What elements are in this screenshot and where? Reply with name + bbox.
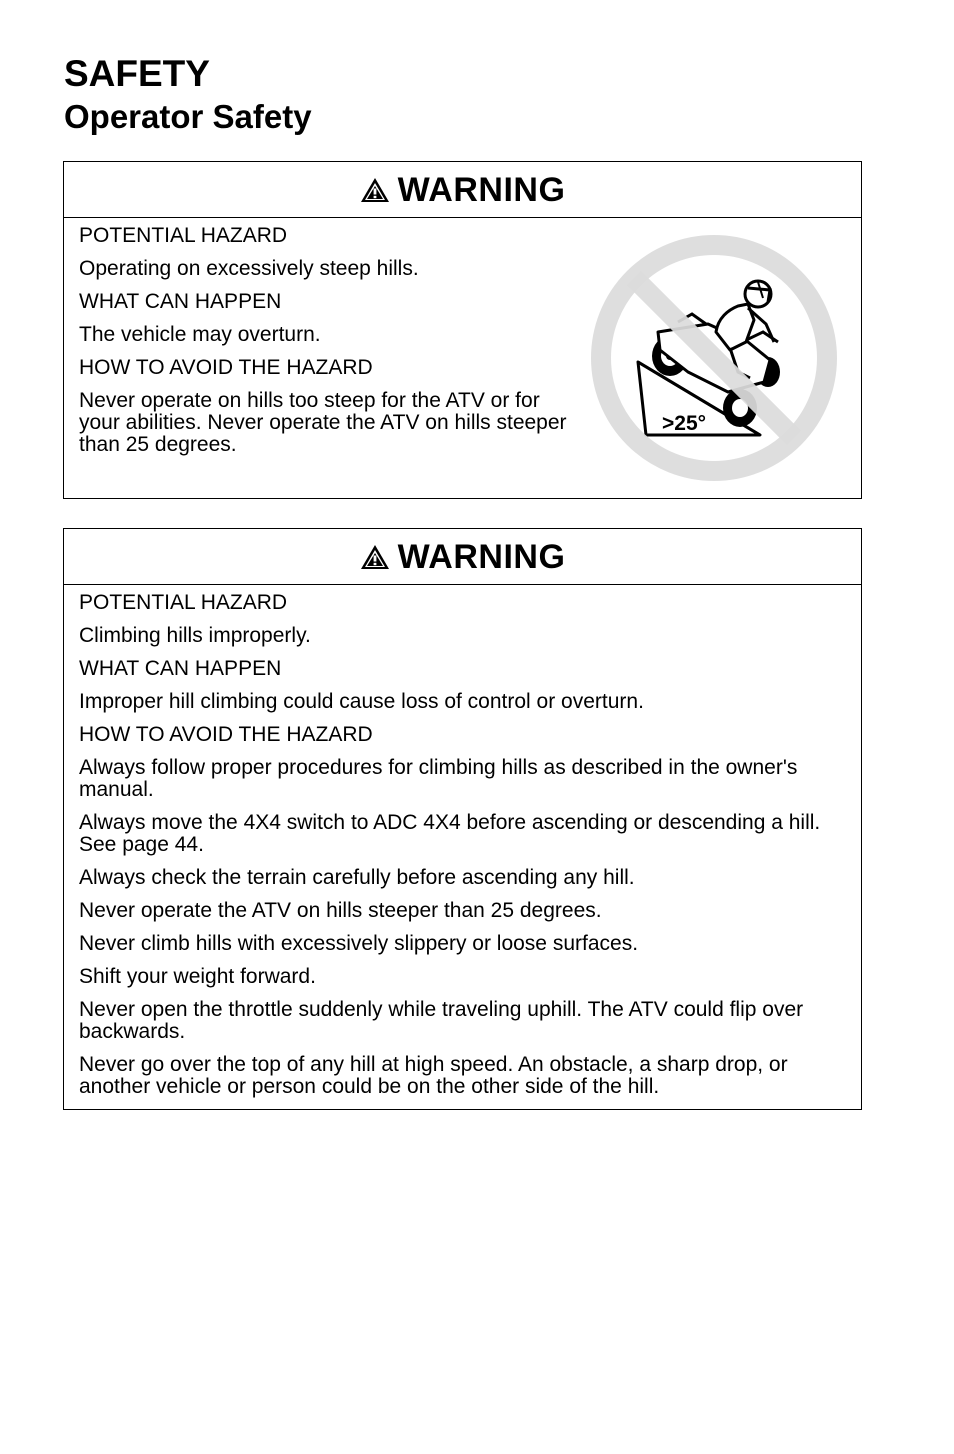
avoidance-item: Never go over the top of any hill at high speed. An obstacle, a sharp drop, or another vehicle or person could be on the other side of the hill. <box>79 1053 788 1098</box>
warning-label: WARNING <box>397 170 566 209</box>
avoidance-item: Always follow proper procedures for climbing hills as described in the owner's manual. <box>79 756 798 801</box>
avoidance-item: Never climb hills with excessively slippery or loose surfaces. <box>79 932 639 955</box>
warning-box-steep-hills <box>63 161 862 499</box>
warning-header <box>64 529 861 585</box>
avoidance-item: Always move the 4X4 switch to ADC 4X4 before ascending or descending a hill. See page 44. <box>79 811 821 856</box>
warning-label: WARNING <box>397 537 566 576</box>
warning-triangle-icon <box>360 544 390 570</box>
section-title: SAFETY <box>64 53 210 94</box>
avoidance-item: Shift your weight forward. <box>79 965 316 988</box>
avoidance-item: Always check the terrain carefully before ascending any hill. <box>79 866 635 889</box>
no-steep-hill-icon <box>588 232 840 484</box>
avoidance-heading: HOW TO AVOID THE HAZARD <box>79 723 373 746</box>
warning-body <box>64 218 594 456</box>
avoidance-item: Never operate the ATV on hills steeper than 25 degrees. <box>79 899 602 922</box>
hazard-heading: POTENTIAL HAZARD <box>79 591 288 614</box>
avoidance-text: Never operate on hills too steep for the ATV or for your abilities. Never operate the ATV on hills steeper than 25 degrees. <box>79 389 567 456</box>
hazard-text: Operating on excessively steep hills. <box>79 257 419 280</box>
consequence-heading: WHAT CAN HAPPEN <box>79 290 282 313</box>
slope-angle-label: >25° <box>662 412 707 435</box>
warning-body <box>64 585 861 1098</box>
section-subtitle: Operator Safety <box>64 98 312 135</box>
warning-header <box>64 162 861 218</box>
warning-box-hill-climbing <box>63 528 862 1110</box>
hazard-text: Climbing hills improperly. <box>79 624 311 647</box>
consequence-heading: WHAT CAN HAPPEN <box>79 657 282 680</box>
warning-triangle-icon <box>360 177 390 203</box>
avoidance-item: Never open the throttle suddenly while traveling uphill. The ATV could flip over backwards. <box>79 998 804 1043</box>
avoidance-heading: HOW TO AVOID THE HAZARD <box>79 356 373 379</box>
consequence-text: The vehicle may overturn. <box>79 323 321 346</box>
consequence-text: Improper hill climbing could cause loss of control or overturn. <box>79 690 644 713</box>
hazard-heading: POTENTIAL HAZARD <box>79 224 288 247</box>
